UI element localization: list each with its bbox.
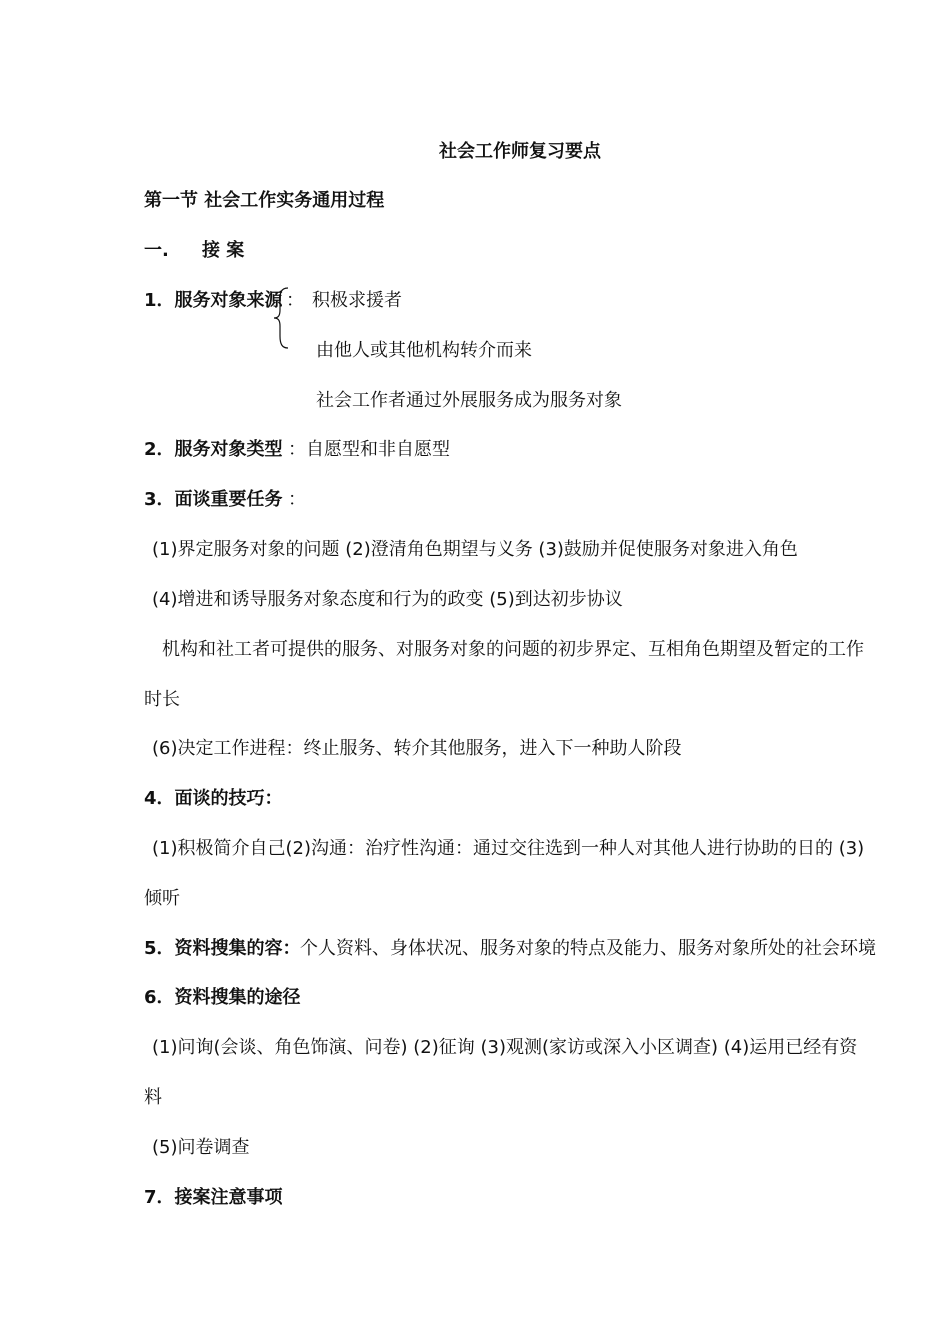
item-3-line-5: (6)决定工作进程：终止服务、转介其他服务，进入下一种助人阶段 — [152, 738, 682, 759]
section-heading: 第一节 社会工作实务通用过程 — [144, 190, 385, 211]
source-option-2: 由他人或其他机构转介而来 — [316, 340, 532, 361]
item-3-colon: ： — [288, 489, 306, 510]
item-4-line-1: (1)积极简介自己(2)沟通：治疗性沟通：通过交往选到一种人对其他人进行协助的日的 (3) — [152, 838, 865, 859]
source-option-1: 积极求援者 — [312, 290, 402, 311]
item-4-label: 4．面谈的技巧： — [144, 788, 283, 809]
page-title: 社会工作师复习要点 — [439, 141, 601, 162]
item-2-text: ：自愿型和非自愿型 — [288, 439, 450, 460]
item-1-label: 1．服务对象来源 — [144, 290, 283, 311]
item-5-text: 个人资料、身体状况、服务对象的特点及能力、服务对象所处的社会环境 — [300, 938, 876, 959]
item-3-line-1: (1)界定服务对象的问题 (2)澄清角色期望与义务 (3)鼓励并促使服务对象进入角色 — [152, 539, 798, 560]
item-3-line-4: 时长 — [144, 689, 180, 710]
item-6-label: 6．资料搜集的途径 — [144, 987, 301, 1008]
item-7-label: 7．接案注意事项 — [144, 1187, 283, 1208]
part-heading: 接 案 — [202, 240, 245, 261]
item-3-label: 3．面谈重要任务 — [144, 489, 283, 510]
item-3-line-2: (4)增进和诱导服务对象态度和行为的政变 (5)到达初步协议 — [152, 589, 623, 610]
item-6-line-3: (5)问卷调查 — [152, 1137, 250, 1158]
item-1-colon: ： — [286, 290, 304, 311]
item-6-line-1: (1)问询(会谈、角色饰演、问卷) (2)征询 (3)观测(家访或深入小区调查) (4)运用已经有资 — [152, 1037, 858, 1058]
item-5-label: 5．资料搜集的容： — [144, 938, 301, 959]
item-6-line-2: 料 — [144, 1087, 162, 1108]
source-option-3: 社会工作者通过外展服务成为服务对象 — [316, 390, 622, 411]
part-number: 一. — [144, 240, 169, 261]
item-4-line-2: 倾听 — [144, 888, 180, 909]
item-3-line-3: 机构和社工者可提供的服务、对服务对象的问题的初步界定、互相角色期望及暂定的工作 — [162, 639, 864, 660]
item-2-label: 2．服务对象类型 — [144, 439, 283, 460]
brace-icon — [272, 286, 290, 350]
